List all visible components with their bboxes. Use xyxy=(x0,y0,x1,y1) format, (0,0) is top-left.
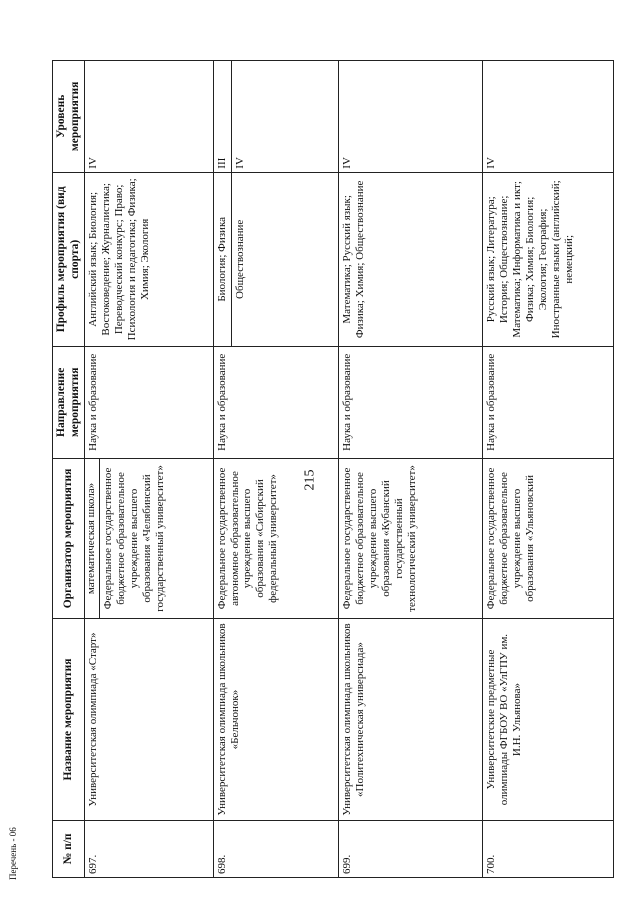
row-level xyxy=(213,61,338,173)
row-direction: Наука и образование xyxy=(213,346,338,458)
row-num: 697. xyxy=(85,820,213,877)
profile-line: Биология; Физика xyxy=(214,173,232,346)
row-level xyxy=(338,61,483,173)
header-organizer: Организатор мероприятия xyxy=(53,458,85,619)
events-table xyxy=(52,60,614,878)
level-value: III xyxy=(214,61,232,172)
row-profile: Английский язык; Биология; Востоковедение; Журналистика; Переводческий конкурс; Право; Психология и педагогика; Физика; Химия; Экология xyxy=(85,172,213,346)
page-number: 215 xyxy=(302,469,318,491)
row-num: 700. xyxy=(483,820,614,877)
row-organizer: Федеральное государственное автономное образовательное учреждение высшего образования «Сибирский федеральный университет» xyxy=(213,458,338,619)
row-profile: Математика; Русский язык; Физика; Химия; Обществознание xyxy=(338,172,483,346)
level-value: IV xyxy=(233,157,246,169)
row-name: Университетская олимпиада «Старт» xyxy=(85,619,213,821)
row-profile xyxy=(213,172,338,346)
header-direction: Направление мероприятия xyxy=(53,346,85,458)
row-num: 699. xyxy=(338,820,483,877)
header-level: Уровень мероприятия xyxy=(53,61,85,173)
row-organizer xyxy=(85,458,213,619)
row-direction: Наука и образование xyxy=(85,346,213,458)
row-direction: Наука и образование xyxy=(483,346,614,458)
row-organizer: Федеральное государственное бюджетное образовательное учреждение высшего образования «Кубанский государственный технологический университет» xyxy=(338,458,483,619)
header-num: № п/п xyxy=(53,820,85,877)
level-value: IV xyxy=(87,157,100,169)
row-direction: Наука и образование xyxy=(338,346,483,458)
header-name: Название мероприятия xyxy=(53,619,85,821)
level-value: IV xyxy=(340,157,353,169)
header-row xyxy=(53,61,85,878)
footer-text: Перечень - 06 xyxy=(8,827,18,880)
row-num: 698. xyxy=(213,820,338,877)
rotated-table-container xyxy=(52,60,614,878)
header-profile: Профиль мероприятия (вид спорта) xyxy=(53,172,85,346)
row-name: Университетские предметные олимпиады ФГБОУ ВО «УлГПУ им. И.Н. Ульянова» xyxy=(483,619,614,821)
continuation-text: математическая школа» xyxy=(85,459,100,619)
row-organizer-text: Федеральное государственное бюджетное образовательное учреждение высшего образования «Челябинский государственный университет» xyxy=(102,465,166,612)
table-row xyxy=(85,61,213,878)
row-level xyxy=(483,61,614,173)
row-level xyxy=(85,61,213,173)
table-row xyxy=(338,61,483,878)
row-name: Университетская олимпиада школьников «Бельчонок» xyxy=(213,619,338,821)
level-value: IV xyxy=(485,157,498,169)
table-row xyxy=(483,61,614,878)
table-row xyxy=(213,61,338,878)
profile-line: Обществознание xyxy=(233,219,246,299)
row-organizer: Федеральное государственное бюджетное образовательное учреждение высшего образования «Ульяновский xyxy=(483,458,614,619)
row-name: Университетская олимпиада школьников «Политехническая универсиада» xyxy=(338,619,483,821)
row-profile: Русский язык; Литература; История; Обществознание; Математика; Информатика и икт; Физика; Химия; Биология; Экология; География; Иностранные языки (английский; немецкий; xyxy=(483,172,614,346)
